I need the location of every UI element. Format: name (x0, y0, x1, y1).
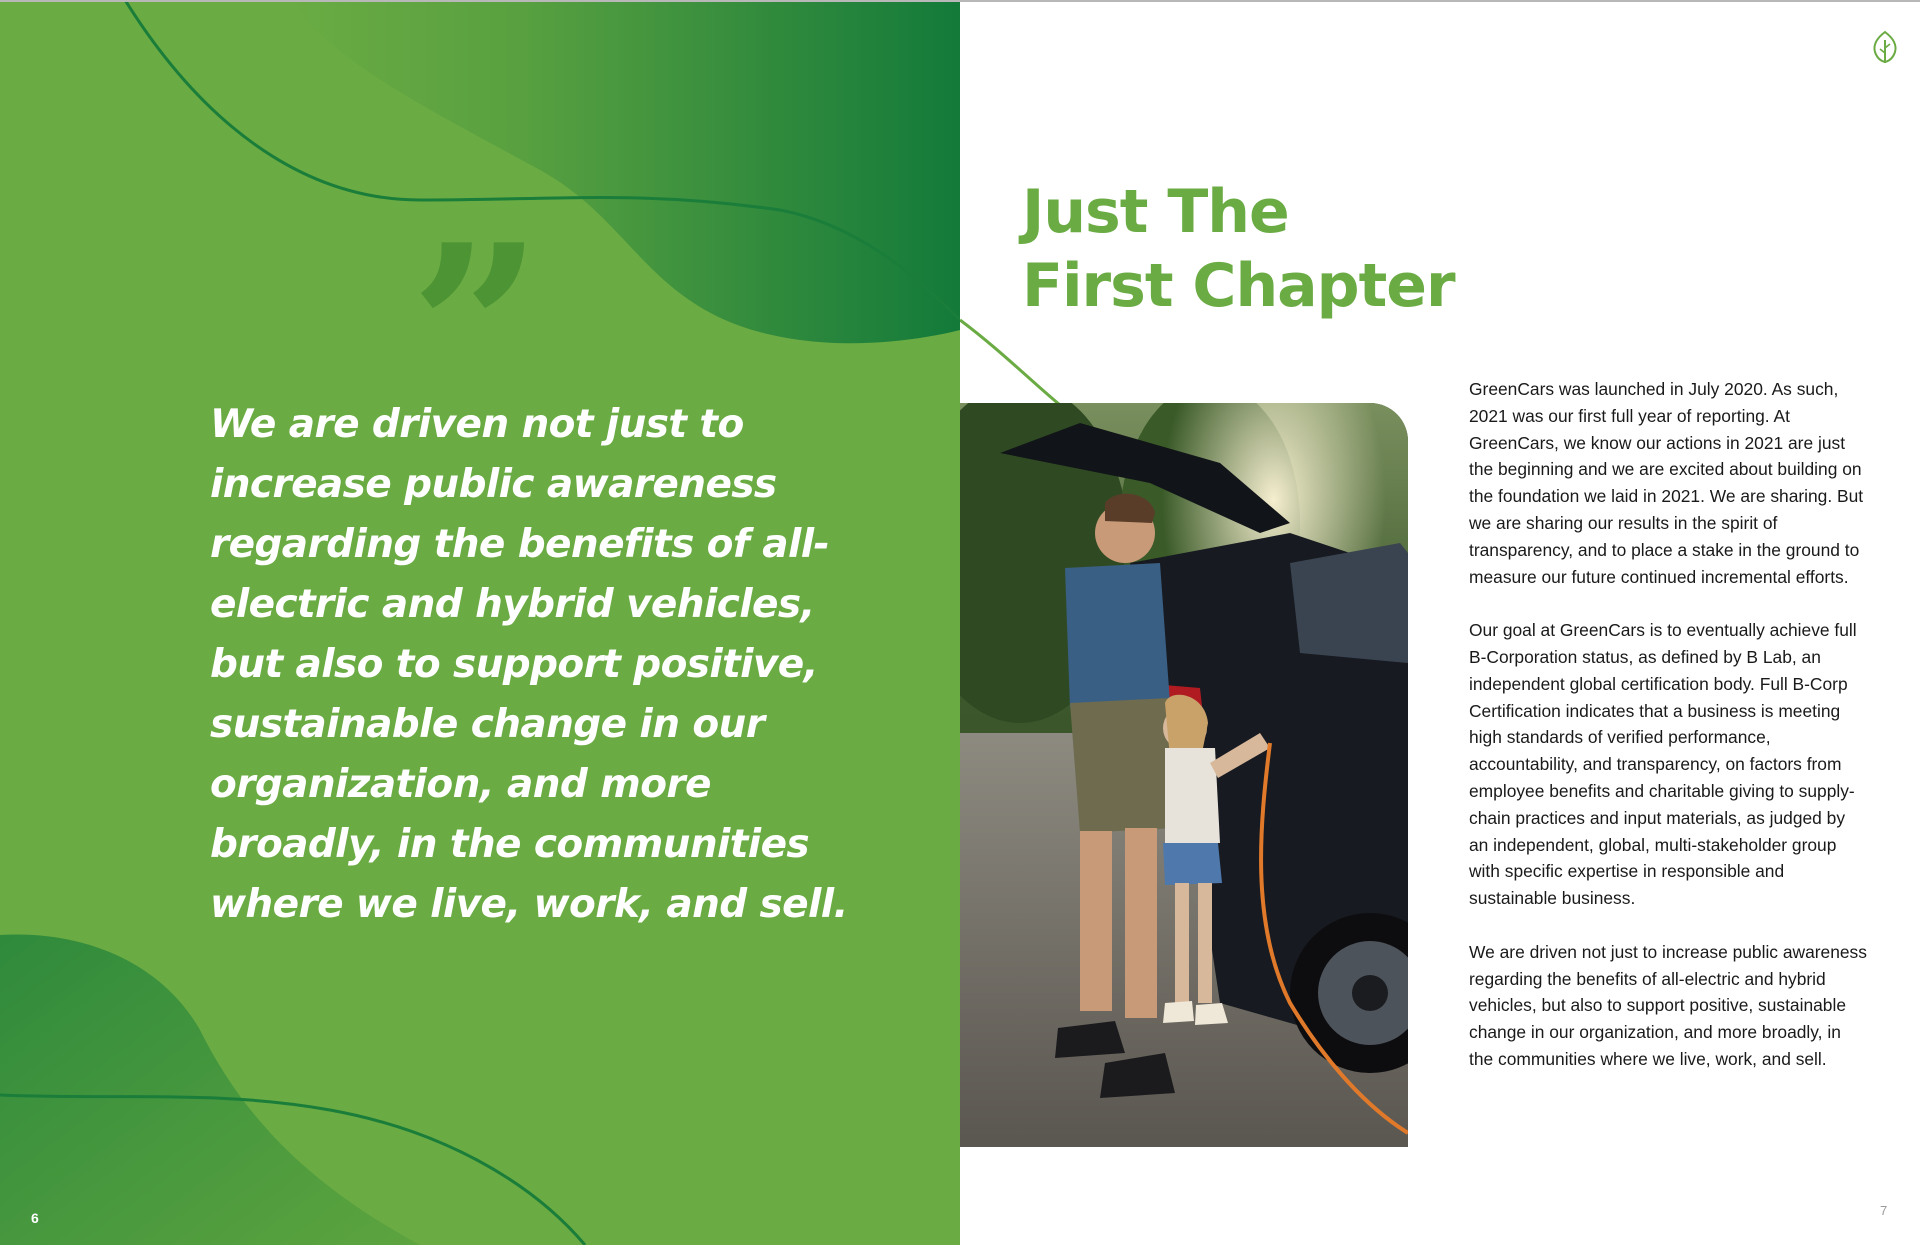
page-number-right: 7 (1880, 1203, 1888, 1218)
paragraph-2: Our goal at GreenCars is to eventually achieve full B-Corporation status, as defined by B Lab, an independent global certification body. Full B-Corp Certification indicates that a business is meeting high standards of verified performance, accountability, and transparency, on factors from employee benefits and charitable giving to supply-chain practices and input materials, as judged by an independent, global, multi-stakeholder group with specific expertise in responsible and sustainable business. (1469, 620, 1857, 909)
pull-quote: We are driven not just to increase public awareness regarding the benefits of all-electric and hybrid vehicles, but also to support positive, sustainable change in our organization, and more broadly, in the communities where we live, work, and sell. (210, 402, 848, 927)
family-charging-electric-car-photo (960, 403, 1408, 1147)
right-page (960, 0, 1920, 1245)
paragraph-3: We are driven not just to increase public awareness regarding the benefits of all-electric and hybrid vehicles, but also to support positive, sustainable change in our organization, and more broadly, in the communities where we live, work, and sell. (1469, 941, 1867, 1069)
chapter-title (1022, 175, 1455, 323)
page-number-left: 6 (31, 1210, 39, 1226)
leaf-icon (1870, 30, 1900, 64)
quote-mark: ” (410, 195, 523, 465)
chapter-title-line-2: First Chapter (1022, 251, 1455, 321)
body-text (1469, 376, 1869, 1100)
chapter-title-line-1: Just The (1022, 177, 1289, 247)
paragraph-1: GreenCars was launched in July 2020. As such, 2021 was our first full year of reporting. At GreenCars, we know our actions in 2021 are just the beginning and we are excited about building on the foundation we laid in 2021. We are sharing. But we are sharing our results in the spirit of transparency, and to place a stake in the ground to measure our future continued incremental efforts. (1469, 379, 1864, 587)
top-rule (0, 0, 1920, 2)
